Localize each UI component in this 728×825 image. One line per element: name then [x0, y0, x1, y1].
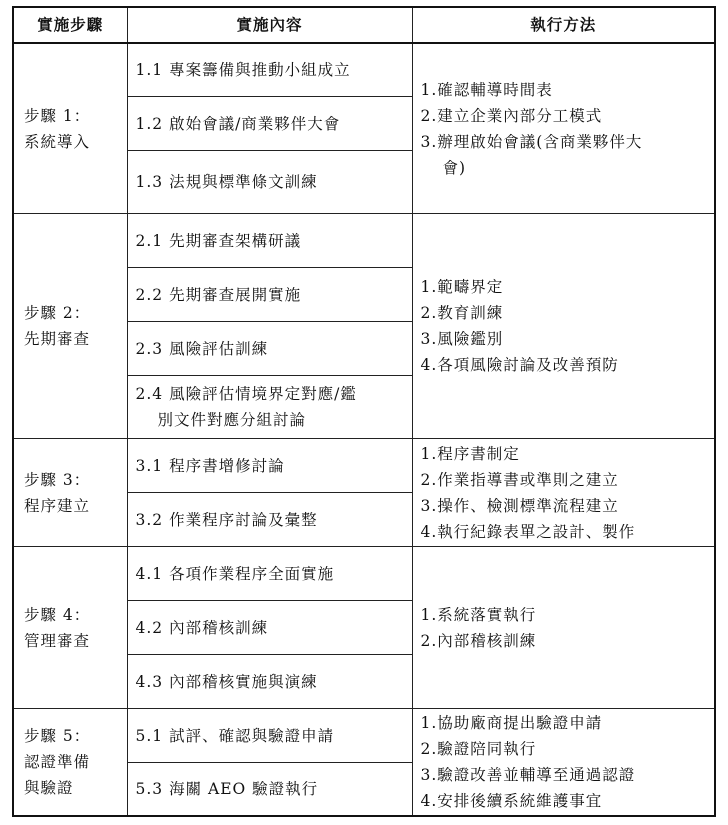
content-4-2: 4.2 內部稽核訓練: [127, 601, 412, 655]
method-step-5: [412, 709, 715, 817]
step-5-label-line2: 認證準備: [24, 753, 91, 771]
step-3-cell: [13, 439, 127, 547]
content-4-1: 4.1 各項作業程序全面實施: [127, 547, 412, 601]
method-3-1: 1.程序書制定: [420, 444, 520, 463]
step-4-label-line2: 管理審查: [24, 631, 91, 650]
table-row: [13, 43, 715, 97]
table-row: [13, 439, 715, 493]
content-3-1: 3.1 程序書增修討論: [127, 439, 412, 493]
method-1-1: 1.確認輔導時間表: [420, 80, 553, 99]
step-1-label-line2: 系統導入: [24, 132, 91, 151]
content-2-2: 2.2 先期審查展開實施: [127, 268, 412, 322]
method-3-2: 2.作業指導書或準則之建立: [420, 470, 619, 489]
content-1-3: 1.3 法規與標準條文訓練: [127, 151, 412, 214]
method-1-2: 2.建立企業內部分工模式: [420, 106, 603, 125]
content-5-1: 5.1 試評、確認與驗證申請: [127, 709, 412, 763]
content-2-1: 2.1 先期審查架構研議: [127, 214, 412, 268]
step-3-label-line2: 程序建立: [24, 496, 91, 515]
method-3-3: 3.操作、檢測標準流程建立: [420, 496, 619, 515]
method-step-2: [412, 214, 715, 439]
method-2-3: 3.風險鑑別: [420, 330, 504, 348]
method-5-4: 4.安排後續系統維護事宜: [420, 792, 603, 810]
header-row: [13, 7, 715, 43]
method-2-1: 1.範疇界定: [420, 278, 504, 296]
table-row: [13, 214, 715, 268]
step-3-label-line1: 步驟 3：: [24, 470, 91, 489]
implementation-table: [12, 6, 716, 817]
table-row: [13, 547, 715, 601]
content-2-4: [127, 376, 412, 439]
method-4-2: 2.內部稽核訓練: [420, 631, 537, 650]
header-method: 執行方法: [412, 7, 715, 43]
content-2-4-line2: 別文件對應分組討論: [157, 411, 307, 429]
step-5-label-line1: 步驟 5：: [24, 727, 91, 745]
method-2-2: 2.教育訓練: [420, 304, 504, 322]
method-3-4: 4.執行紀錄表單之設計、製作: [420, 522, 636, 541]
step-2-label-line2: 先期審查: [24, 330, 91, 348]
content-1-1: 1.1 專案籌備與推動小組成立: [127, 43, 412, 97]
method-1-3: 3.辦理啟始會議(含商業夥伴大: [420, 132, 643, 151]
content-4-3: 4.3 內部稽核實施與演練: [127, 655, 412, 709]
method-5-3: 3.驗證改善並輔導至通過認證: [420, 766, 636, 784]
step-1-label-line1: 步驟 1：: [24, 106, 91, 125]
step-5-cell: [13, 709, 127, 817]
method-4-1: 1.系統落實執行: [420, 605, 537, 624]
step-2-cell: [13, 214, 127, 439]
content-5-2: 5.3 海關 AEO 驗證執行: [127, 763, 412, 817]
method-step-4: [412, 547, 715, 709]
method-step-3: [412, 439, 715, 547]
implementation-table-wrapper: [12, 6, 716, 817]
content-1-2: 1.2 啟始會議/商業夥伴大會: [127, 97, 412, 151]
table-row: [13, 709, 715, 763]
header-step: 實施步驟: [13, 7, 127, 43]
content-3-2: 3.2 作業程序討論及彙整: [127, 493, 412, 547]
step-1-cell: [13, 43, 127, 214]
step-4-cell: [13, 547, 127, 709]
step-2-label-line1: 步驟 2：: [24, 304, 91, 322]
content-2-3: 2.3 風險評估訓練: [127, 322, 412, 376]
content-2-4-line1: 2.4 風險評估情境界定對應/鑑: [135, 385, 357, 403]
step-5-label-line3: 與驗證: [24, 779, 74, 797]
method-2-4: 4.各項風險討論及改善預防: [420, 356, 619, 374]
method-1-3-cont: 會): [442, 158, 467, 177]
method-5-2: 2.驗證陪同執行: [420, 740, 537, 758]
method-step-1: [412, 43, 715, 214]
method-5-1: 1.協助廠商提出驗證申請: [420, 714, 603, 732]
step-4-label-line1: 步驟 4：: [24, 605, 91, 624]
header-content: 實施內容: [127, 7, 412, 43]
